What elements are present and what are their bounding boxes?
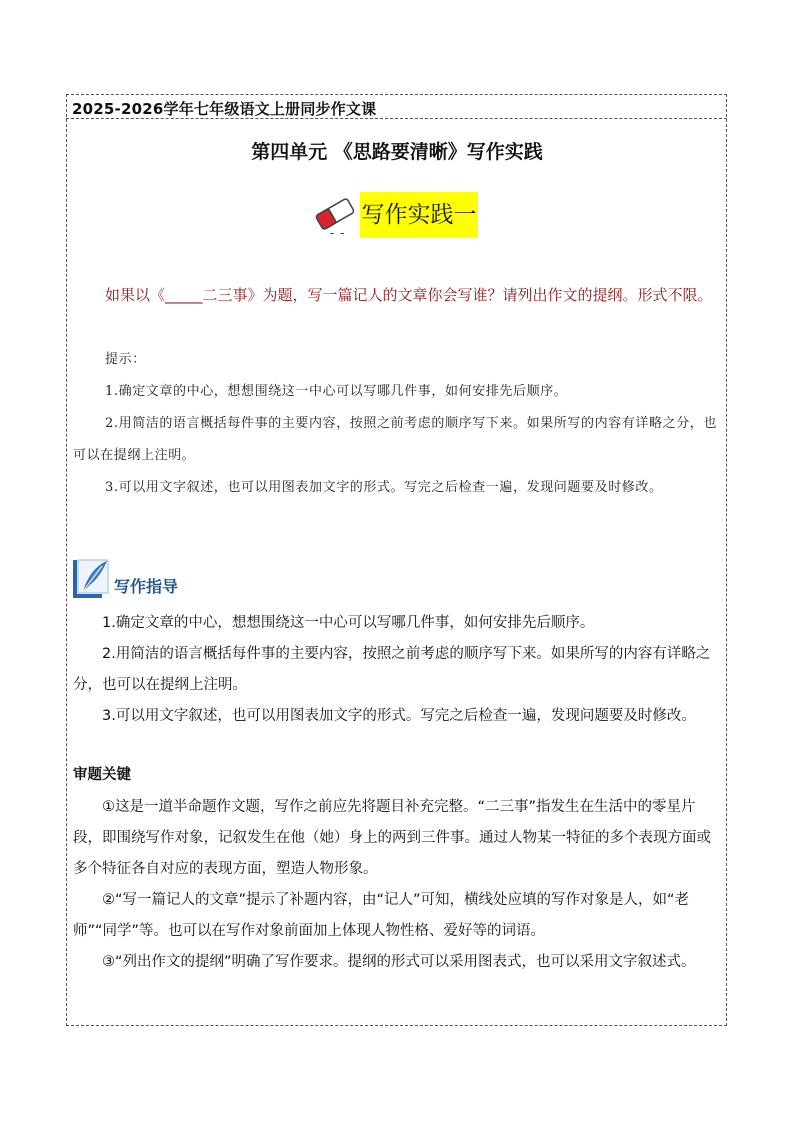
hint-item: 2.用简洁的语言概括每件事的主要内容，按照之前考虑的顺序写下来。如果所写的内容有详略之分，也可以在提纲上注明。 — [73, 416, 718, 463]
practice-label: 写作实践一 — [360, 192, 478, 238]
guide-item: 2.用简洁的语言概括每件事的主要内容，按照之前考虑的顺序写下来。如果所写的内容有详略之分，也可以在提纲上注明。 — [73, 646, 711, 693]
hint-item: 1.确定文章的中心，想想围绕这一中心可以写哪几件事，如何安排先后顺序。 — [105, 384, 568, 399]
key-body — [73, 792, 721, 978]
key-item: ①这是一道半命题作文题，写作之前应先将题目补充完整。“二三事”指发生在生活中的零星片段，即围绕写作对象，记叙发生在他（她）身上的两到三件事。通过人物某一特征的多个表现方面或多个特征各自对应的表现方面，塑造人物形象。 — [73, 799, 711, 877]
guide-title: 写作指导 — [114, 577, 179, 596]
unit-title: 第四单元 《思路要清晰》写作实践 — [251, 141, 543, 163]
key-item: ③“列出作文的提纲”明确了写作要求。提纲的形式可以采用图表式，也可以采用文字叙述式。 — [102, 954, 696, 970]
hint-block — [73, 344, 721, 504]
practice-banner — [313, 192, 483, 240]
series-title: 2025-2026学年七年级语文上册同步作文课 — [72, 100, 377, 118]
writing-prompt: 如果以《_____二三事》为题，写一篇记人的文章你会写谁？请列出作文的提纲。形式不限。 — [105, 286, 713, 304]
hint-item: 3.可以用文字叙述，也可以用图表加文字的形式。写完之后检查一遍，发现问题要及时修改。 — [105, 480, 663, 495]
guide-body — [73, 608, 721, 732]
quill-icon — [72, 556, 112, 598]
banner-dashes: - - — [330, 226, 346, 240]
guide-item: 1.确定文章的中心，想想围绕这一中心可以写哪几件事，如何安排先后顺序。 — [102, 615, 595, 631]
hint-label: 提示： — [105, 352, 146, 367]
guide-item: 3.可以用文字叙述，也可以用图表加文字的形式。写完之后检查一遍，发现问题要及时修改。 — [102, 708, 696, 724]
key-item: ②“写一篇记人的文章”提示了补题内容，由“记人”可知，横线处应填的写作对象是人，如“老师”“同学”等。也可以在写作对象前面加上体现人物性格、爱好等的词语。 — [73, 892, 690, 939]
key-title: 审题关键 — [73, 767, 131, 783]
